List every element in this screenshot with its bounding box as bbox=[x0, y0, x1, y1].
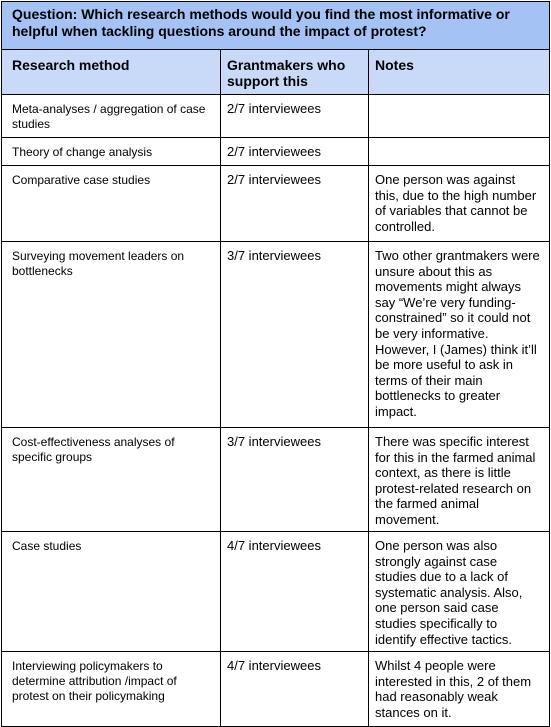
support-cell: 2/7 interviewees bbox=[221, 166, 369, 242]
header-grantmakers: Grantmakers who support this bbox=[221, 50, 369, 95]
support-cell: 4/7 interviewees bbox=[221, 652, 369, 727]
notes-cell bbox=[369, 95, 550, 138]
notes-cell: One person was against this, due to the high number of variables that cannot be controlled. bbox=[369, 166, 550, 242]
table-row bbox=[2, 242, 550, 428]
header-row bbox=[2, 50, 550, 95]
support-cell: 3/7 interviewees bbox=[221, 242, 369, 428]
research-methods-table bbox=[1, 1, 550, 727]
header-research-method: Research method bbox=[2, 50, 221, 95]
table-row bbox=[2, 138, 550, 166]
support-cell: 2/7 interviewees bbox=[221, 138, 369, 166]
method-cell: Interviewing policymakers to determine attribution /impact of protest on their policymaking bbox=[2, 652, 221, 727]
notes-cell: One person was also strongly against case studies due to a lack of systematic analysis. Also, one person said case studies specifically to identify effective tactics. bbox=[369, 532, 550, 652]
support-cell: 3/7 interviewees bbox=[221, 428, 369, 532]
notes-cell: Two other grantmakers were unsure about this as movements might always say “We’re very funding-constrained” so it could not be very informative. However, I (James) think it’ll be more useful to ask in terms of their main bottlenecks to greater impact. bbox=[369, 242, 550, 428]
table-row bbox=[2, 652, 550, 727]
support-cell: 2/7 interviewees bbox=[221, 95, 369, 138]
table-row bbox=[2, 166, 550, 242]
method-cell: Cost-effectiveness analyses of specific groups bbox=[2, 428, 221, 532]
support-cell: 4/7 interviewees bbox=[221, 532, 369, 652]
table-row bbox=[2, 532, 550, 652]
question-row bbox=[2, 2, 550, 50]
notes-cell bbox=[369, 138, 550, 166]
method-cell: Meta-analyses / aggregation of case studies bbox=[2, 95, 221, 138]
method-cell: Surveying movement leaders on bottlenecks bbox=[2, 242, 221, 428]
table-row bbox=[2, 428, 550, 532]
method-cell: Comparative case studies bbox=[2, 166, 221, 242]
notes-cell: There was specific interest for this in the farmed animal context, as there is little protest-related research on the farmed animal movement. bbox=[369, 428, 550, 532]
method-cell: Case studies bbox=[2, 532, 221, 652]
method-cell: Theory of change analysis bbox=[2, 138, 221, 166]
table-row bbox=[2, 95, 550, 138]
header-notes: Notes bbox=[369, 50, 550, 95]
notes-cell: Whilst 4 people were interested in this, 2 of them had reasonably weak stances on it. bbox=[369, 652, 550, 727]
question-text: Question: Which research methods would you find the most informative or helpful when tackling questions around the impact of protest? bbox=[2, 2, 550, 50]
